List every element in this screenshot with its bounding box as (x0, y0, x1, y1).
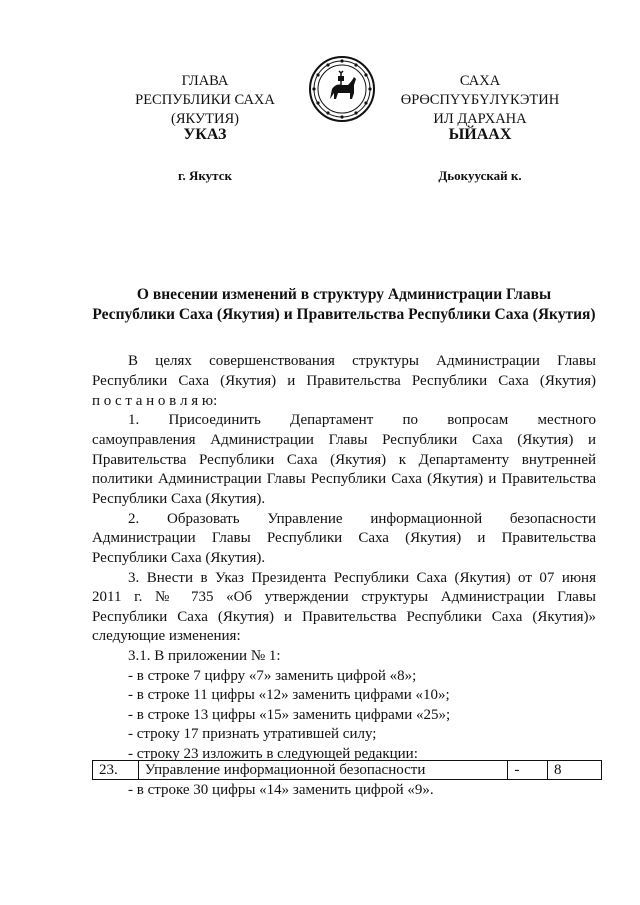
decree-title-ru: УКАЗ (183, 126, 227, 143)
body-line: - в строке 11 цифры «12» заменить цифрами «10»; (128, 687, 450, 703)
table-cell-number: 23. (93, 761, 139, 780)
body-line: Республики Саха (Якутия). (92, 491, 266, 507)
body-line: - в строке 13 цифры «15» заменить цифрами «25»; (128, 707, 451, 723)
body-line: 1. Присоединить Департамент по вопросам местного (128, 412, 596, 428)
coat-of-arms-emblem (308, 55, 376, 123)
table-row (93, 761, 602, 780)
table-cell-col4: 8 (548, 761, 602, 780)
body-line: Республики Саха (Якутия). (92, 550, 266, 566)
place-sakha: Дьокуускай к. (438, 168, 522, 183)
body-line: 3. Внести в Указ Президента Республики Саха (Якутия) от 07 июня (128, 570, 596, 586)
subject-line-2: Республики Саха (Якутия) и Правительства Республики Саха (Якутия) (92, 306, 596, 323)
body-line: Республики Саха (Якутия) и Правительства Республики Саха (Якутия)» (92, 609, 596, 625)
body-line: - в строке 7 цифру «7» заменить цифрой «8»; (128, 668, 417, 684)
body-line: 3.1. В приложении № 1: (128, 648, 281, 664)
body-line: - строку 23 изложить в следующей редакции: (128, 746, 418, 762)
decree-subject (70, 285, 618, 325)
issuer-sakha-line2: ИЛ ДАРХАНА (433, 111, 527, 127)
issuer-ru (100, 72, 310, 129)
body-line-final: - в строке 30 цифры «14» заменить цифрой «9». (128, 782, 434, 798)
issuer-sakha-line1: САХА ӨРӨСПҮҮБҮЛҮКЭТИН (400, 73, 560, 108)
body-line: самоуправления Администрации Главы Республики Саха (Якутия) и (92, 432, 596, 448)
body-line: политики Администрации Главы Республики Саха (Якутия) и Правительства (92, 471, 596, 487)
structure-table (92, 760, 602, 780)
body-line: 2. Образовать Управление информационной безопасности (128, 511, 596, 527)
issuer-ru-line1: ГЛАВА (181, 73, 229, 89)
body-line: - строку 17 признать утратившей силу; (128, 726, 377, 742)
decree-title-sakha: ЫЙААХ (448, 126, 512, 143)
body-line: 2011 г. № 735 «Об утверждении структуры Администрации Главы (92, 589, 596, 605)
table-cell-col3: - (508, 761, 548, 780)
subject-line-1: О внесении изменений в структуру Администрации Главы (136, 286, 552, 303)
body-line: Администрации Главы Республики Саха (Якутия) и Правительства (92, 530, 596, 546)
place-ru: г. Якутск (178, 168, 232, 183)
table-cell-name: Управление информационной безопасности (138, 761, 508, 780)
issuer-sakha (380, 72, 580, 129)
body-line: Правительства Республики Саха (Якутия) к Департаменту внутренней (92, 452, 596, 468)
body-line: В целях совершенствования структуры Администрации Главы (128, 353, 596, 369)
body-line: следующие изменения: (92, 628, 241, 644)
body-line: п о с т а н о в л я ю: (92, 393, 218, 409)
issuer-ru-line2: РЕСПУБЛИКИ САХА (ЯКУТИЯ) (135, 92, 275, 127)
body-line: Республики Саха (Якутия) и Правительства Республики Саха (Якутия) (92, 373, 596, 389)
